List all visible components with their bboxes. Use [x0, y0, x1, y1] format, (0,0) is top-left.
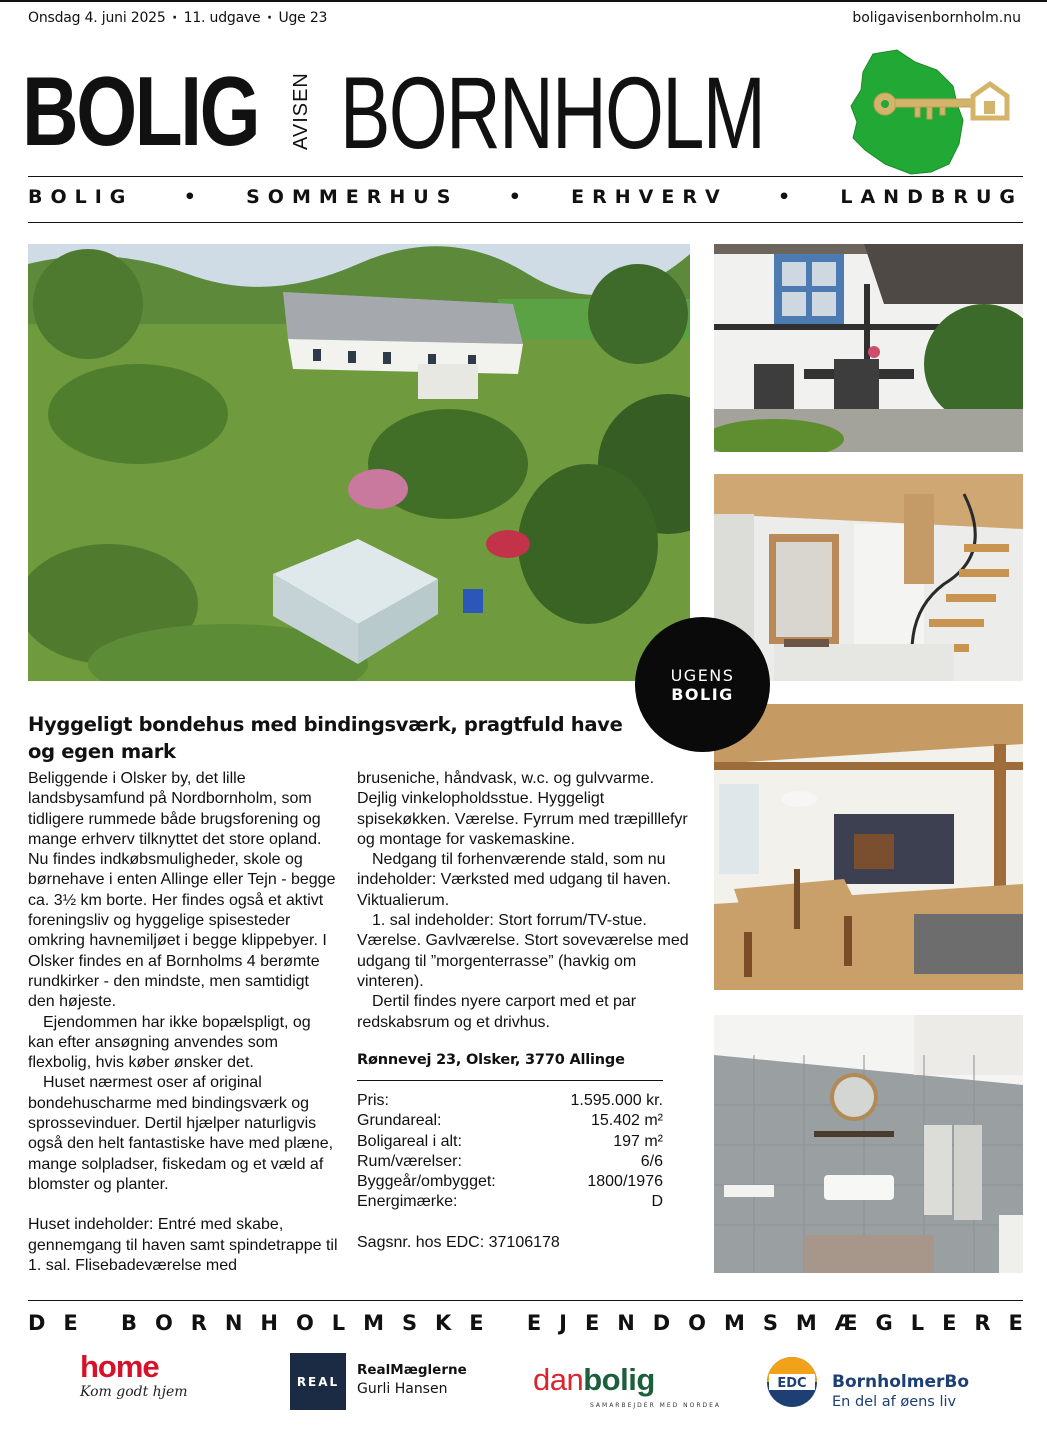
- category-sommerhus[interactable]: SOMMERHUS: [246, 186, 459, 208]
- masthead-avisen: AVISEN: [290, 72, 312, 150]
- fact-value: D: [651, 1193, 663, 1211]
- footer-title-space: [96, 1311, 103, 1335]
- edc-broker-text[interactable]: [832, 1372, 969, 1410]
- article-paragraph: bruseniche, håndvask, w.c. og gulvvarme. Dejlig vinkelopholdsstue. Hyggeligt spisekøkken. Værelse. Fyrrum med træpilllefyr og montage for vaskemaskine.: [357, 770, 688, 848]
- footer-title-letter: G: [875, 1311, 893, 1335]
- house-icon: [973, 84, 1007, 118]
- footer-title-letter: L: [331, 1311, 346, 1335]
- fact-row: [357, 1152, 663, 1172]
- fact-value: 1.595.000 kr.: [570, 1092, 663, 1109]
- fact-row: [357, 1091, 663, 1111]
- badge-line2: BOLIG: [671, 684, 734, 704]
- aerial-property-photo: [28, 244, 690, 681]
- terrace-photo: [714, 244, 1023, 452]
- footer-title-letter: N: [617, 1311, 635, 1335]
- article-paragraph: Huset nærmest oser af original bondehuscharme med bindingsværk og sprossevinduer. Dertil hjælper naturligvis også den helt fantastiske have med plæne, mange solpladser, fiskedam og et væld af blomster og planter.: [28, 1074, 334, 1193]
- home-tagline: Kom godt hjem: [80, 1384, 188, 1400]
- footer-title-letter: O: [295, 1311, 314, 1335]
- footer-title-letter: D: [652, 1311, 671, 1335]
- home-broker-logo[interactable]: [80, 1349, 190, 1400]
- footer-title-letter: E: [1008, 1311, 1023, 1335]
- danbolig-broker-logo[interactable]: [533, 1362, 655, 1398]
- footer-title: [28, 1311, 1023, 1335]
- footer-title-letter: R: [974, 1311, 991, 1335]
- island-shape: [851, 50, 963, 174]
- issue-date: Onsdag 4. juni 2025: [28, 10, 166, 26]
- danbolig-part2: bolig: [583, 1362, 655, 1397]
- footer-title-letter: M: [795, 1311, 817, 1335]
- fact-value: 15.402 m²: [590, 1112, 663, 1130]
- real-broker-name: RealMæglerne: [357, 1362, 467, 1378]
- separator-dot: •: [183, 186, 196, 208]
- edc-logo-icon[interactable]: [765, 1355, 819, 1409]
- issue-week: Uge 23: [278, 10, 328, 26]
- separator-dot: •: [777, 186, 791, 208]
- footer-title-letter: E: [584, 1311, 600, 1335]
- masthead-bornholm: BORNHOLM: [340, 56, 765, 170]
- ugens-bolig-badge: [635, 617, 770, 752]
- footer-title-letter: E: [63, 1311, 78, 1335]
- footer-title-letter: D: [28, 1311, 46, 1335]
- article-column-1: [28, 769, 338, 1276]
- article-paragraph: Nedgang til forhenværende stald, som nu indeholder: Værksted med udgang til haven. Viktualierum.: [357, 851, 671, 909]
- edc-broker-name: BornholmerBo: [832, 1372, 969, 1392]
- real-broker-text[interactable]: [357, 1362, 467, 1397]
- article-paragraph: 1. sal indeholder: Stort forrum/TV-stue. Værelse. Gavlværelse. Stort soveværelse med udgang til ”morgenterrasse” (havkig om vinteren).: [357, 912, 689, 990]
- footer-title-letter: O: [688, 1311, 707, 1335]
- masthead-rule-top: [28, 176, 1023, 177]
- svg-text:EDC: EDC: [777, 1376, 807, 1391]
- footer-title-letter: S: [762, 1311, 778, 1335]
- footer-title-letter: L: [910, 1311, 925, 1335]
- category-bolig[interactable]: BOLIG: [28, 186, 134, 208]
- issue-info: Onsdag 4. juni 2025 · 11. udgave · Uge 23: [28, 10, 328, 26]
- category-landbrug[interactable]: LANDBRUG: [840, 186, 1023, 208]
- dining-room-photo: [714, 704, 1023, 990]
- footer-title-letter: M: [723, 1311, 745, 1335]
- masthead-bolig: BOLIG: [22, 56, 259, 166]
- fact-row: [357, 1111, 663, 1131]
- footer-title-letter: E: [469, 1311, 484, 1335]
- bathroom-photo: [714, 1015, 1023, 1273]
- fact-row: [357, 1172, 663, 1192]
- danbolig-part1: dan: [533, 1362, 584, 1397]
- real-logo-box[interactable]: REAL: [290, 1353, 346, 1410]
- article-paragraph: Beliggende i Olsker by, det lille landsbysamfund på Nordbornholm, som tidligere rummede både brugsforening og mange erhverv tilknyttet det store opland. Nu findes indkøbsmuligheder, skole og børnehave i enten Allinge eller Tejn - begge ca. 3½ km borte. Her findes også et aktivt foreningsliv og hyggelige spisesteder omkring havnemiljøet i begge klippebyer. I Olsker findes en af Bornholms 4 berømte rundkirker - den mindste, men samtidigt den højeste.: [28, 770, 336, 1011]
- case-number: Sagsnr. hos EDC: 37106178: [357, 1234, 560, 1251]
- footer-title-letter: B: [120, 1311, 137, 1335]
- footer-title-space: [502, 1311, 509, 1335]
- category-erhverv[interactable]: ERHVERV: [571, 186, 728, 208]
- footer-title-letter: O: [154, 1311, 173, 1335]
- article-paragraph: Ejendommen har ikke bopælspligt, og kan efter ansøgning anvendes som flexbolig, hvis køber ønsker det.: [28, 1013, 311, 1072]
- footer-title-letter: E: [526, 1311, 542, 1335]
- article-column-2: [357, 769, 692, 1033]
- fact-label: Byggeår/ombygget:: [357, 1173, 496, 1191]
- category-nav: [28, 186, 1023, 208]
- home-logo-text: home: [80, 1349, 159, 1384]
- footer-title-letter: N: [224, 1311, 243, 1335]
- fact-label: Pris:: [357, 1092, 389, 1109]
- fact-label: Grundareal:: [357, 1112, 442, 1130]
- badge-line1: UGENS: [670, 665, 735, 685]
- fact-value: 1800/1976: [587, 1173, 663, 1191]
- fact-label: Boligareal i alt:: [357, 1132, 462, 1150]
- footer-title-letter: Æ: [834, 1311, 858, 1335]
- edc-tagline: En del af øens liv: [832, 1394, 957, 1410]
- footer-title-letter: H: [260, 1311, 278, 1335]
- footer-title-letter: J: [559, 1311, 567, 1335]
- fact-row: [357, 1192, 663, 1212]
- article-headline: Hyggeligt bondehus med bindingsværk, pragtfuld have og egen mark: [28, 713, 623, 763]
- footer-title-letter: S: [401, 1311, 418, 1335]
- facts-divider: [357, 1080, 663, 1081]
- property-facts: [357, 1091, 663, 1213]
- masthead-rule-bottom: [28, 222, 1023, 223]
- property-address: Rønnevej 23, Olsker, 3770 Allinge: [357, 1052, 625, 1068]
- fact-value: 6/6: [640, 1152, 663, 1170]
- bornholm-island-key-logo: [845, 46, 1020, 181]
- real-broker-person: Gurli Hansen: [357, 1381, 448, 1397]
- footer-title-letter: M: [363, 1311, 384, 1335]
- fact-label: Energimærke:: [357, 1193, 458, 1211]
- danbolig-subline: SAMARBEJDER MED NORDEA: [590, 1402, 722, 1409]
- fact-label: Rum/værelser:: [357, 1152, 462, 1170]
- separator-dot: •: [508, 186, 521, 208]
- footer-title-letter: R: [190, 1311, 207, 1335]
- footer-title-letter: K: [435, 1311, 452, 1335]
- article-paragraph: Huset indeholder: Entré med skabe, gennemgang til haven samt spindetrappe til 1. sal. Flisebadeværelse med: [28, 1216, 338, 1274]
- fact-value: 197 m²: [613, 1132, 663, 1150]
- website-link[interactable]: boligavisenbornholm.nu: [852, 10, 1021, 26]
- footer-title-letter: E: [942, 1311, 957, 1335]
- article-paragraph: Dertil findes nyere carport med et par redskabsrum og et drivhus.: [357, 993, 637, 1031]
- issue-edition: 11. udgave: [183, 10, 261, 26]
- footer-rule: [28, 1300, 1023, 1301]
- fact-row: [357, 1132, 663, 1152]
